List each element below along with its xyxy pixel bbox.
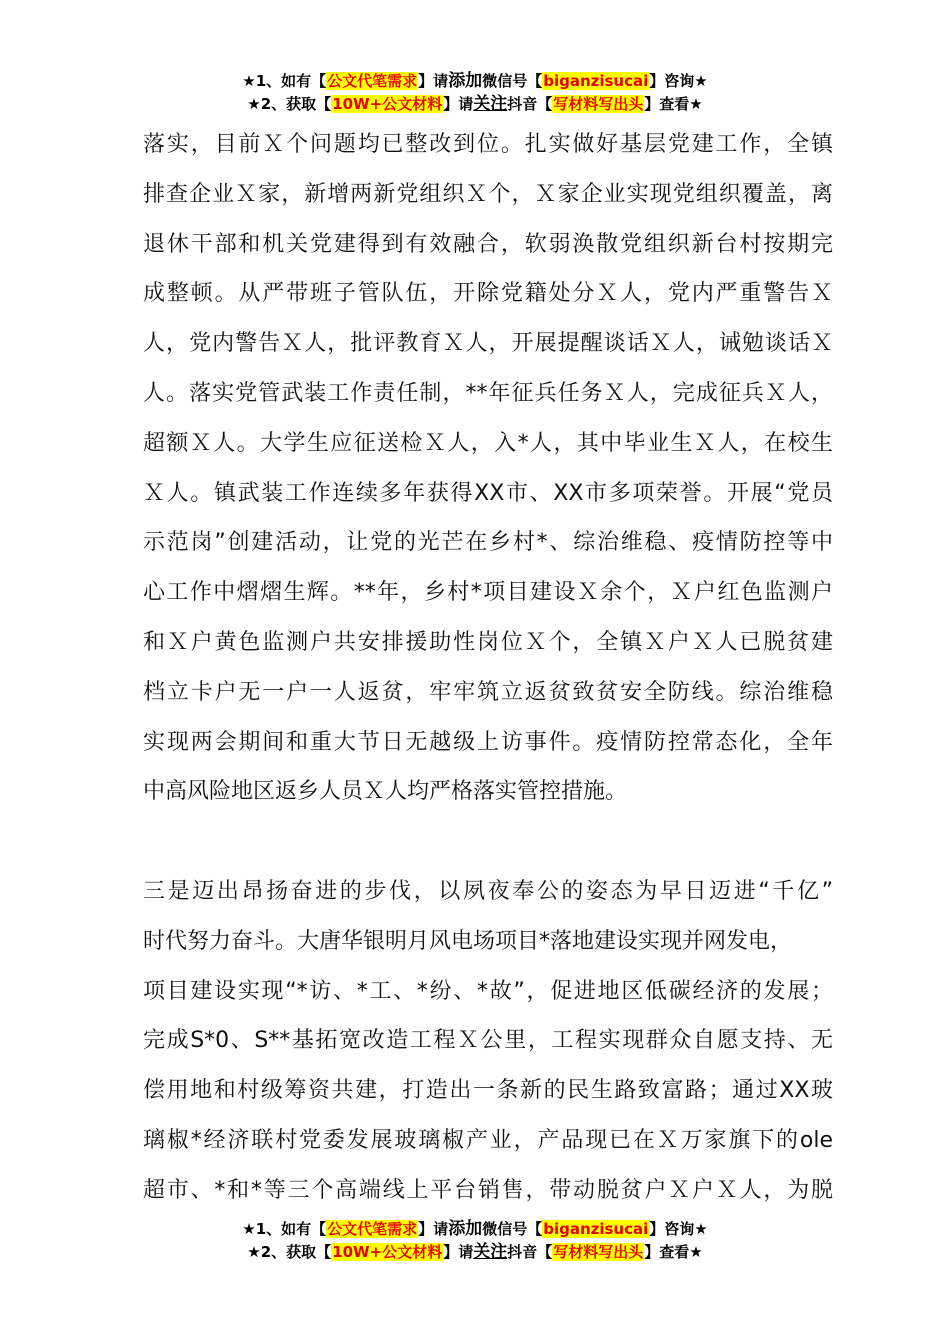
banner-text: 微信号【: [482, 72, 543, 90]
text-line: 中高风险地区返乡人员Ｘ人均严格落实管控措施。: [143, 779, 628, 805]
banner-highlight: 公文代笔需求: [327, 72, 418, 90]
text-line: 时代努力奋斗。大唐华银明月风电场项目*落地建设实现并网发电，: [143, 928, 793, 954]
banner-wechat-id: biganzisucai: [543, 1220, 649, 1238]
banner-text: 】咨询★: [649, 1220, 708, 1238]
banner-highlight: 公文代笔需求: [327, 1220, 418, 1238]
text-line: 退休干部和机关党建得到有效融合，软弱涣散党组织新台村按期完: [143, 231, 833, 257]
banner-text: 】请: [418, 72, 449, 90]
text-line: 和Ｘ户黄色监测户共安排援助性岗位Ｘ个，全镇Ｘ户Ｘ人已脱贫建: [143, 629, 833, 655]
text-line: 实现两会期间和重大节日无越级上访事件。疫情防控常态化，全年: [143, 729, 833, 755]
banner-text: 】请: [418, 1220, 449, 1238]
banner-text: ★1、如有【: [242, 72, 327, 90]
header-banner: [0, 70, 950, 116]
banner-emphasis: 关注: [473, 1242, 508, 1262]
text-line: 心工作中熠熠生辉。**年，乡村*项目建设Ｘ余个，Ｘ户红色监测户: [143, 580, 833, 606]
banner-text: ★2、获取【: [247, 1243, 332, 1261]
banner-wechat-id: biganzisucai: [543, 72, 649, 90]
text-line: 完成S*0、S**基拓宽改造工程Ｘ公里，工程实现群众自愿支持、无: [143, 1028, 833, 1054]
banner-text: 微信号【: [482, 1220, 543, 1238]
banner-emphasis: 添加: [448, 71, 483, 91]
text-line: 偿用地和村级筹资共建，打造出一条新的民生路致富路；通过XX玻: [143, 1078, 833, 1104]
text-line: 超市、*和*等三个高端线上平台销售，带动脱贫户Ｘ户Ｘ人，为脱: [143, 1177, 833, 1203]
text-line: 示范岗”创建活动，让党的光芒在乡村*、综治维稳、疫情防控等中: [143, 530, 833, 556]
banner-highlight: 10W+公文材料: [332, 95, 443, 113]
text-line: 人，党内警告Ｘ人，批评教育Ｘ人，开展提醒谈话Ｘ人，诫勉谈话Ｘ: [143, 331, 833, 357]
paragraph-2: [143, 867, 833, 1216]
banner-emphasis: 关注: [473, 94, 508, 114]
text-line: 超额Ｘ人。大学生应征送检Ｘ人，入*人，其中毕业生Ｘ人，在校生: [143, 430, 833, 456]
banner-douyin-id: 写材料写出头: [553, 95, 644, 113]
banner-line-2: [0, 1241, 950, 1264]
banner-line-1: [0, 1218, 950, 1241]
text-line: 成整顿。从严带班子管队伍，开除党籍处分Ｘ人，党内严重警告Ｘ: [143, 281, 833, 307]
text-line: 璃椒*经济联村党委发展玻璃椒产业，产品现已在Ｘ万家旗下的ole: [143, 1127, 833, 1153]
paragraph-1: [143, 120, 833, 817]
document-body: [143, 120, 833, 1216]
footer-banner: [0, 1218, 950, 1264]
banner-text: 】请: [443, 95, 474, 113]
banner-text: ★2、获取【: [247, 95, 332, 113]
banner-text: 抖音【: [507, 95, 553, 113]
banner-line-1: [0, 70, 950, 93]
banner-emphasis: 添加: [448, 1219, 483, 1239]
banner-text: 抖音【: [507, 1243, 553, 1261]
text-line: 项目建设实现“*访、*工、*纷、*故”，促进地区低碳经济的发展；: [143, 978, 834, 1004]
banner-line-2: [0, 93, 950, 116]
banner-text: 】查看★: [644, 1243, 703, 1261]
text-line: 档立卡户无一户一人返贫，牢牢筑立返贫致贫安全防线。综治维稳: [143, 679, 833, 705]
banner-text: 】咨询★: [649, 72, 708, 90]
text-line: 排查企业Ｘ家，新增两新党组织Ｘ个，Ｘ家企业实现党组织覆盖，离: [143, 181, 833, 207]
paragraph-gap: [143, 817, 833, 867]
text-line: 三是迈出昂扬奋进的步伐，以夙夜奉公的姿态为早日迈进“千亿”: [143, 878, 833, 904]
banner-text: ★1、如有【: [242, 1220, 327, 1238]
text-line: 人。落实党管武装工作责任制，**年征兵任务Ｘ人，完成征兵Ｘ人，: [143, 380, 833, 406]
text-line: Ｘ人。镇武装工作连续多年获得XX市、XX市多项荣誉。开展“党员: [143, 480, 833, 506]
banner-douyin-id: 写材料写出头: [553, 1243, 644, 1261]
banner-text: 】请: [443, 1243, 474, 1261]
banner-text: 】查看★: [644, 95, 703, 113]
text-line: 落实，目前Ｘ个问题均已整改到位。扎实做好基层党建工作，全镇: [143, 132, 833, 157]
banner-highlight: 10W+公文材料: [332, 1243, 443, 1261]
